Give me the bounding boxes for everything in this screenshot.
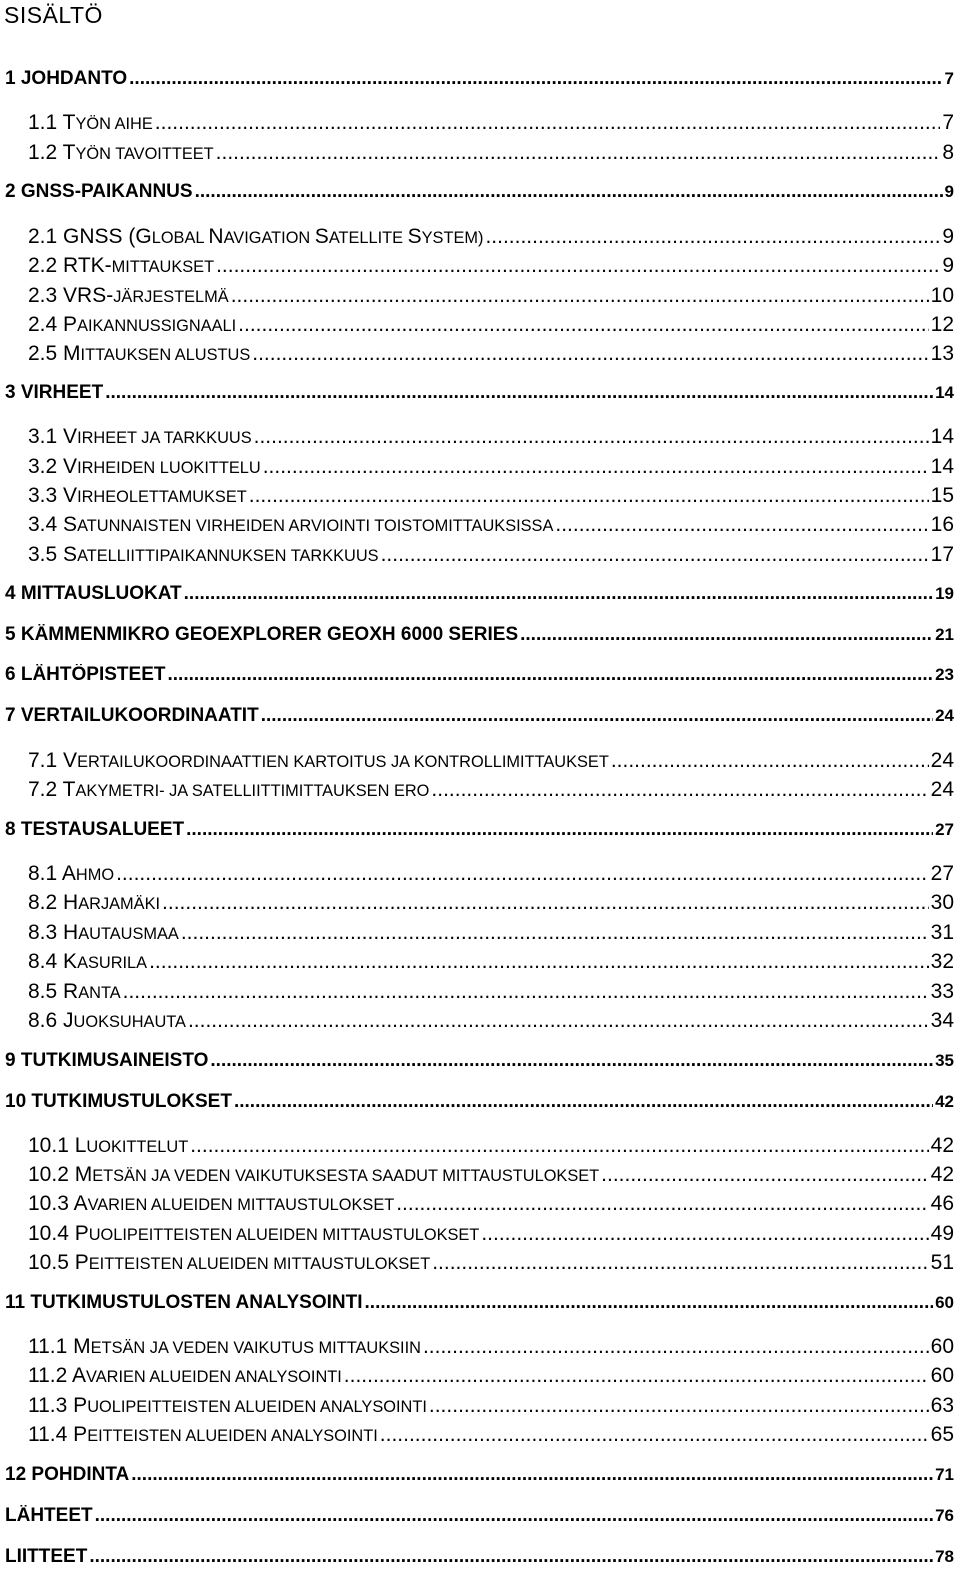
toc-entry-number: 8.2 [28, 891, 58, 914]
toc-entry-title-initial: J [63, 1009, 74, 1032]
toc-entry-title: LIITTEET [5, 1546, 88, 1567]
toc-entry-page-number: 60 [930, 1335, 954, 1358]
dot-leader [116, 862, 929, 886]
dot-leader [105, 382, 933, 404]
toc-entry-number: 11.1 [28, 1335, 68, 1358]
toc-entry-title-initial: V [63, 749, 78, 772]
toc-entry-label [28, 484, 247, 508]
dot-leader [234, 1091, 933, 1113]
dot-leader [365, 1292, 934, 1314]
toc-entry-number: 2.1 [28, 225, 58, 248]
toc-entry-label [28, 1423, 378, 1447]
toc-entry-title-initial: V [63, 425, 78, 448]
dot-leader [95, 1505, 933, 1527]
toc-entry-label [5, 1505, 93, 1527]
toc-entry-page-number: 16 [930, 513, 954, 536]
toc-entry-page-number: 17 [930, 543, 954, 566]
toc-entry-label [5, 1546, 87, 1568]
toc-entry[interactable] [28, 284, 954, 310]
toc-entry-title-initial: V [63, 455, 78, 478]
toc-entry[interactable] [28, 543, 954, 569]
toc-entry-title-initial: N [208, 225, 224, 248]
toc-entry[interactable] [28, 1222, 954, 1248]
dot-leader [380, 1423, 929, 1447]
toc-entry-title-rest: YÖN AIHE [75, 115, 153, 133]
toc-entry-title-initial: H [63, 891, 79, 914]
toc-entry-number: 11.4 [28, 1423, 68, 1446]
toc-entry-title-initial: T [62, 778, 76, 801]
toc-entry-label [5, 1292, 363, 1314]
toc-entry-title-initial: RTK- [63, 254, 112, 277]
toc-entry-title-initial: A [61, 862, 76, 885]
toc-entry-page-number: 27 [935, 820, 954, 839]
toc-entry-label [28, 111, 153, 135]
toc-entry-label [28, 950, 147, 974]
toc-entry[interactable] [28, 455, 954, 481]
toc-entry-title: KÄMMENMIKRO GEOEXPLORER GEOXH 6000 SERIES [20, 624, 519, 645]
toc-entry-title-rest: VARIEN ALUEIDEN MITTAUSTULOKSET [87, 1196, 395, 1214]
dot-leader [123, 980, 929, 1004]
toc-entry-number: 8.6 [28, 1009, 58, 1032]
dot-leader [181, 921, 929, 945]
toc-entry-number: 8.1 [28, 862, 58, 885]
toc-entry-label [28, 1222, 479, 1246]
dot-leader [344, 1364, 929, 1388]
toc-entry-label [28, 1364, 342, 1388]
toc-entry-number: 8.4 [28, 950, 58, 973]
toc-entry-number: 2.2 [28, 254, 58, 277]
dot-leader [184, 583, 933, 605]
toc-entry-title-initial: T [62, 111, 76, 134]
dot-leader [254, 425, 929, 449]
toc-entry-title-initial: M [73, 1335, 91, 1358]
toc-entry[interactable] [28, 950, 954, 976]
toc-entry[interactable] [28, 1364, 954, 1390]
toc-entry-page-number: 60 [935, 1293, 954, 1312]
toc-entry-title-rest: UOLIPEITTEISTEN ALUEIDEN ANALYSOINTI [87, 1398, 427, 1416]
toc-entry[interactable] [28, 980, 954, 1006]
toc-entry-title-initial: M [63, 342, 81, 365]
toc-entry-label [5, 1050, 208, 1072]
toc-entry[interactable] [5, 705, 954, 731]
toc-entry[interactable] [28, 313, 954, 339]
toc-entry-title-rest: IRHEOLETTAMUKSET [77, 488, 247, 506]
toc-entry[interactable] [28, 1251, 954, 1277]
toc-entry-page-number: 8 [942, 141, 954, 164]
toc-entry-title: VERTAILUKOORDINAATIT [20, 705, 259, 726]
toc-entry-title-rest: ITTAUKSEN ALUSTUS [80, 346, 251, 364]
toc-entry-page-number: 42 [935, 1092, 954, 1111]
dot-leader [252, 342, 928, 366]
toc-entry-label [28, 1394, 427, 1418]
toc-entry-title: TUTKIMUSTULOSTEN ANALYSOINTI [30, 1292, 363, 1313]
toc-entry[interactable] [5, 181, 954, 207]
toc-entry-title-rest: ASURILA [77, 954, 148, 972]
toc-entry-title-initial: P [63, 313, 78, 336]
toc-entry[interactable] [28, 225, 954, 251]
toc-entry-number: 1.1 [28, 111, 58, 134]
toc-entry[interactable] [5, 1091, 954, 1117]
toc-entry-number: 3.1 [28, 425, 58, 448]
toc-entry[interactable] [28, 749, 954, 775]
toc-entry-number: 5 [5, 624, 16, 645]
toc-entry-title-initial: S [63, 543, 78, 566]
dot-leader [555, 513, 928, 537]
toc-entry-title-rest: LOBAL [151, 229, 209, 247]
toc-entry-title-initial: S [407, 225, 422, 248]
toc-entry-page-number: 7 [942, 111, 954, 134]
toc-entry-page-number: 12 [930, 313, 954, 336]
toc-entry[interactable] [5, 382, 954, 408]
toc-entry-title-rest: ATELLITE [328, 229, 408, 247]
toc-entry[interactable] [5, 583, 954, 609]
dot-leader [396, 1192, 928, 1216]
toc-entry[interactable] [5, 1546, 954, 1572]
toc-entry-label [28, 284, 229, 308]
toc-entry-number: 6 [5, 664, 16, 685]
toc-entry-label [28, 342, 250, 366]
toc-entry-number: 1 [5, 68, 16, 89]
toc-entry-title-initial: R [63, 980, 79, 1003]
toc-entry-title-rest: JÄRJESTELMÄ [113, 288, 229, 306]
toc-entry-title-initial: S [63, 513, 78, 536]
toc-entry-label [5, 624, 518, 646]
toc-entry[interactable] [28, 1134, 954, 1160]
toc-entry-page-number: 14 [930, 425, 954, 448]
toc-entry[interactable] [5, 1050, 954, 1076]
toc-entry-page-number: 65 [930, 1423, 954, 1446]
toc-entry-label [28, 1251, 430, 1275]
toc-entry[interactable] [28, 891, 954, 917]
dot-leader [238, 313, 928, 337]
toc-entry-number: 7.2 [28, 778, 58, 801]
toc-entry-page-number: 21 [935, 625, 954, 644]
toc-entry-label [5, 382, 103, 404]
dot-leader [149, 950, 929, 974]
toc-entry-label [28, 141, 214, 165]
dot-leader [381, 543, 929, 567]
dot-leader [249, 484, 929, 508]
toc-entry-label [28, 543, 379, 567]
toc-entry-number: 3 [5, 382, 16, 403]
toc-entry-page-number: 30 [930, 891, 954, 914]
toc-entry-page-number: 34 [930, 1009, 954, 1032]
toc-entry-number: 10.2 [28, 1163, 69, 1186]
toc-entry-title-rest: AVIGATION [223, 229, 315, 247]
dot-leader [167, 664, 933, 686]
toc-entry-title-initial: GNSS (G [63, 225, 152, 248]
toc-entry[interactable] [28, 141, 954, 167]
toc-entry-title: TUTKIMUSTULOKSET [31, 1091, 232, 1112]
toc-entry-title-rest: IRHEET JA TARKKUUS [77, 429, 252, 447]
toc-entry-page-number: 13 [930, 342, 954, 365]
toc-entry-page-number: 14 [930, 455, 954, 478]
dot-leader [432, 1251, 928, 1275]
toc-entry-label [28, 254, 214, 278]
toc-entry-page-number: 27 [930, 862, 954, 885]
toc-entry-title-rest: ARJAMÄKI [78, 895, 161, 913]
toc-entry-number: 7.1 [28, 749, 58, 772]
page-title: SISÄLTÖ [4, 2, 103, 28]
toc-entry-title-rest: ETSÄN JA VEDEN VAIKUTUKSESTA SAADUT MITTAUSTULOKSET [92, 1167, 600, 1185]
dot-leader [263, 455, 929, 479]
toc-entry-title: MITTAUSLUOKAT [20, 583, 182, 604]
toc-entry-label [28, 749, 609, 773]
toc-entry[interactable] [28, 111, 954, 137]
toc-entry-number: 7 [5, 705, 16, 726]
toc-entry-title-initial: H [63, 921, 79, 944]
toc-entry-title-rest: VARIEN ALUEIDEN ANALYSOINTI [86, 1368, 342, 1386]
toc-entry-number: 11.3 [28, 1394, 68, 1417]
dot-leader [186, 819, 933, 841]
toc-entry[interactable] [5, 1292, 954, 1318]
dot-leader [89, 1546, 933, 1568]
toc-entry-number: 3.5 [28, 543, 58, 566]
toc-entry-page-number: 32 [930, 950, 954, 973]
toc-entry-page-number: 33 [930, 980, 954, 1003]
toc-entry-label [5, 1464, 129, 1486]
toc-entry-label [28, 921, 179, 945]
toc-entry-label [28, 891, 160, 915]
toc-entry-title-initial: P [73, 1423, 88, 1446]
toc-entry-title-initial: L [74, 1134, 87, 1157]
dot-leader [162, 891, 929, 915]
toc-entry-page-number: 51 [930, 1251, 954, 1274]
toc-entry-label [28, 425, 252, 449]
toc-entry-label [28, 1163, 599, 1187]
toc-entry-number: 3.3 [28, 484, 58, 507]
toc-entry-label [5, 68, 127, 90]
toc-entry-number: 10.4 [28, 1222, 69, 1245]
toc-entry-page-number: 7 [944, 69, 954, 88]
toc-entry-label [28, 778, 429, 802]
toc-entry-page-number: 63 [930, 1394, 954, 1417]
toc-entry[interactable] [28, 484, 954, 510]
toc-entry-page-number: 9 [944, 182, 954, 201]
toc-entry-title: TESTAUSALUEET [20, 819, 185, 840]
toc-entry-number: 3.4 [28, 513, 58, 536]
toc-entry-title-initial: P [73, 1394, 88, 1417]
toc-entry-number: 12 [5, 1464, 27, 1485]
dot-leader [216, 254, 940, 278]
toc-entry-title-rest: EITTEISTEN ALUEIDEN ANALYSOINTI [87, 1427, 378, 1445]
toc-entry-title-initial: VRS- [63, 284, 114, 307]
dot-leader [423, 1335, 929, 1359]
toc-entry-page-number: 9 [942, 254, 954, 277]
toc-entry-title-initial: A [73, 1192, 88, 1215]
toc-entry-title-rest: EITTEISTEN ALUEIDEN MITTAUSTULOKSET [88, 1255, 431, 1273]
dot-leader [611, 749, 929, 773]
dot-leader [261, 705, 933, 727]
toc-entry-page-number: 19 [935, 584, 954, 603]
toc-entry-title-initial: S [314, 225, 329, 248]
toc-entry-title-rest: ERTAILUKOORDINAATTIEN KARTOITUS JA KONTROLLIMITTAUKSET [77, 753, 609, 771]
toc-entry[interactable] [28, 342, 954, 368]
toc-entry[interactable] [5, 819, 954, 845]
toc-entry-title: GNSS-PAIKANNUS [20, 181, 193, 202]
dot-leader [481, 1222, 928, 1246]
toc-entry-title-initial: T [62, 141, 76, 164]
toc-entry-page-number: 31 [930, 921, 954, 944]
toc-entry-title: JOHDANTO [20, 68, 128, 89]
toc-entry-page-number: 78 [935, 1547, 954, 1566]
dot-leader [485, 225, 940, 249]
toc-entry-label [28, 225, 483, 249]
toc-entry-label [5, 819, 184, 841]
toc-entry-title: POHDINTA [31, 1464, 130, 1485]
toc-entry-label [28, 1134, 188, 1158]
toc-entry-title-initial: A [72, 1364, 87, 1387]
toc-entry[interactable] [28, 778, 954, 804]
toc-entry-title-initial: K [63, 950, 78, 973]
toc-entry-number: 10.1 [28, 1134, 69, 1157]
toc-entry-page-number: 24 [930, 749, 954, 772]
toc-entry-page-number: 15 [930, 484, 954, 507]
toc-entry-page-number: 35 [935, 1051, 954, 1070]
toc-entry-title: LÄHTEET [5, 1505, 93, 1526]
toc-entry[interactable] [28, 1423, 954, 1449]
dot-leader [129, 68, 942, 90]
toc-entry-number: 2.5 [28, 342, 58, 365]
toc-entry-label [5, 583, 182, 605]
toc-entry-title-initial: M [74, 1163, 93, 1186]
toc-entry[interactable] [28, 921, 954, 947]
toc-entry-number: 10 [5, 1091, 27, 1112]
toc-entry[interactable] [28, 862, 954, 888]
toc-entry-label [5, 705, 259, 727]
toc-entry-title: VIRHEET [20, 382, 104, 403]
toc-entry-page-number: 71 [935, 1465, 954, 1484]
toc-entry-label [28, 313, 236, 337]
toc-entry[interactable] [28, 1163, 954, 1189]
toc-entry-title-rest: AKYMETRI- JA SATELLIITTIMITTAUKSEN ERO [75, 782, 430, 800]
toc-entry-page-number: 42 [930, 1163, 954, 1186]
toc-entry-title-rest: YSTEM) [421, 229, 484, 247]
toc-entry[interactable] [5, 624, 954, 650]
toc-entry-number: 10.5 [28, 1251, 69, 1274]
toc-entry[interactable] [28, 1009, 954, 1035]
toc-entry-number: 3.2 [28, 455, 58, 478]
toc-entry[interactable] [28, 254, 954, 280]
toc-entry-number: 8.3 [28, 921, 58, 944]
toc-entry-number: 8.5 [28, 980, 58, 1003]
toc-entry[interactable] [28, 425, 954, 451]
toc-entry-page-number: 9 [942, 225, 954, 248]
toc-entry-page-number: 49 [930, 1222, 954, 1245]
toc-entry-label [28, 455, 261, 479]
toc-entry-label [28, 513, 553, 537]
toc-entry-title: TUTKIMUSAINEISTO [20, 1050, 209, 1071]
toc-entry-title-rest: ANTA [78, 984, 121, 1002]
dot-leader [216, 141, 941, 165]
toc-entry-number: 1.2 [28, 141, 58, 164]
toc-entry-label [28, 1009, 186, 1033]
toc-entry-page-number: 14 [935, 383, 954, 402]
toc-entry-number: 8 [5, 819, 16, 840]
toc-entry-title-rest: AIKANNUSSIGNAALI [77, 317, 237, 335]
toc-entry-number: 11 [5, 1292, 26, 1313]
toc-entry-title: LÄHTÖPISTEET [20, 664, 166, 685]
dot-leader [210, 1050, 933, 1072]
toc-entry-title-initial: V [63, 484, 78, 507]
dot-leader [188, 1009, 929, 1033]
toc-entry-page-number: 60 [930, 1364, 954, 1387]
toc-entry-number: 2.4 [28, 313, 58, 336]
toc-entry[interactable] [5, 664, 954, 690]
toc-entry[interactable] [28, 1394, 954, 1420]
toc-entry-label [5, 181, 193, 203]
toc-entry-page-number: 24 [935, 706, 954, 725]
toc-entry-number: 2.3 [28, 284, 58, 307]
toc-entry[interactable] [28, 1335, 954, 1361]
toc-entry[interactable] [28, 1192, 954, 1218]
toc-entry-title-initial: P [74, 1251, 89, 1274]
dot-leader [231, 284, 929, 308]
toc-entry-title-rest: IRHEIDEN LUOKITTELU [77, 459, 261, 477]
dot-leader [601, 1163, 928, 1187]
toc-entry[interactable] [5, 1505, 954, 1531]
dot-leader [520, 624, 933, 646]
toc-entry-page-number: 46 [930, 1192, 954, 1215]
toc-entry-title-rest: YÖN TAVOITTEET [75, 145, 214, 163]
dot-leader [155, 111, 941, 135]
toc-entry-page-number: 76 [935, 1506, 954, 1525]
toc-entry-page-number: 10 [930, 284, 954, 307]
toc-entry-label [5, 664, 165, 686]
toc-entry-title-rest: ATUNNAISTEN VIRHEIDEN ARVIOINTI TOISTOMITTAUKSISSA [77, 517, 554, 535]
toc-entry-title-rest: ETSÄN JA VEDEN VAIKUTUS MITTAUKSIIN [90, 1339, 421, 1357]
toc-entry-title-rest: ATELLIITTIPAIKANNUKSEN TARKKUUS [77, 547, 379, 565]
toc-entry-number: 9 [5, 1050, 16, 1071]
dot-leader [429, 1394, 929, 1418]
toc-entry[interactable] [5, 1464, 954, 1490]
toc-entry-number: 10.3 [28, 1192, 69, 1215]
toc-entry-title-rest: UOKITTELUT [86, 1138, 189, 1156]
toc-entry-number: 4 [5, 583, 16, 604]
toc-entry-page-number: 42 [930, 1134, 954, 1157]
toc-entry[interactable] [28, 513, 954, 539]
toc-entry-title-rest: AUTAUSMAA [78, 925, 179, 943]
dot-leader [195, 181, 943, 203]
toc-entry-title-rest: MITTAUKSET [111, 258, 215, 276]
toc-entry-title-initial: P [74, 1222, 89, 1245]
toc-entry-label [5, 1091, 232, 1113]
toc-entry-number: 2 [5, 181, 16, 202]
toc-entry-label [28, 980, 121, 1004]
toc-entry-label [28, 1192, 394, 1216]
dot-leader [131, 1464, 933, 1486]
toc-entry-title-rest: UOKSUHAUTA [73, 1013, 186, 1031]
toc-entry-title-rest: HMO [75, 866, 115, 884]
toc-entry[interactable] [5, 68, 954, 94]
toc-entry-label [28, 1335, 421, 1359]
toc-entry-title-rest: UOLIPEITTEISTEN ALUEIDEN MITTAUSTULOKSET [88, 1226, 480, 1244]
dot-leader [190, 1134, 928, 1158]
toc-entry-page-number: 24 [930, 778, 954, 801]
toc-entry-number: 11.2 [28, 1364, 68, 1387]
toc-entry-page-number: 23 [935, 665, 954, 684]
toc-entry-label [28, 862, 114, 886]
dot-leader [431, 778, 928, 802]
